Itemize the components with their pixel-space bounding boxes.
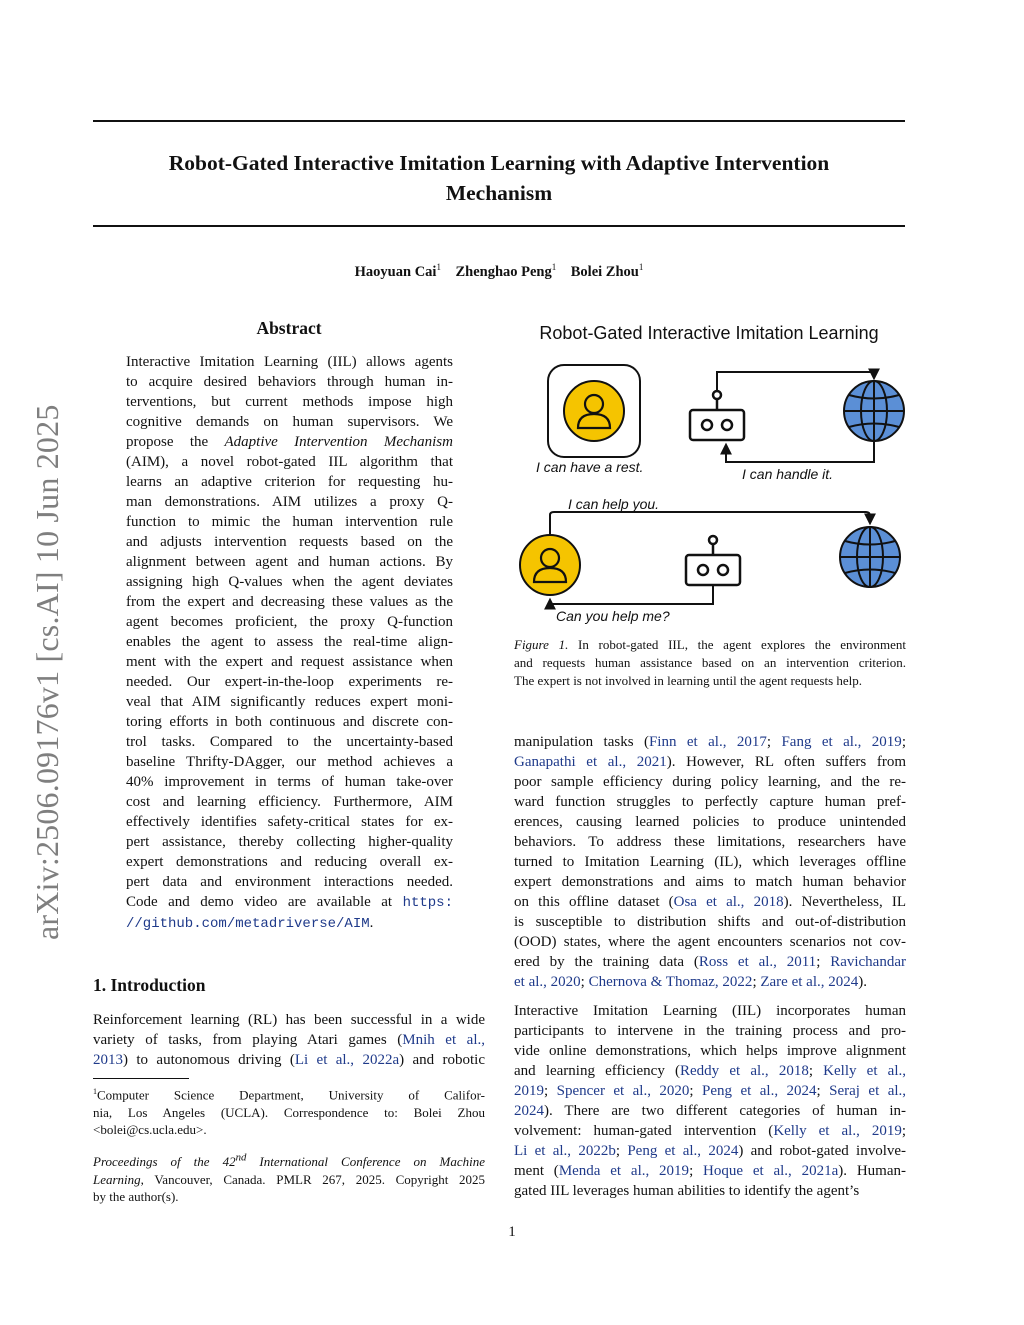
abstract-line: alignment between agent and human actions. By [126,554,453,570]
text-run: ; [615,1143,628,1159]
body-line: gated IIL leverages human abilities to identify the agent’s [514,1183,860,1199]
body-line: turned to Imitation Learning (IL), which leverages offline [514,854,906,870]
text-run: on this offline dataset ( [514,894,674,910]
body-line [514,1161,906,1181]
text-run: ; [580,974,589,990]
intro-line-part: variety of tasks, from playing Atari games ( [93,1032,403,1048]
abstract-line: (AIM), a novel robot-gated IIL algorithm that [126,454,453,470]
citation-link[interactable]: Peng et al., 2024 [627,1143,739,1159]
text-run: ). There are two different categories of human in- [544,1103,906,1119]
body-line: expert demonstrations and aims to match human behavior [514,874,906,890]
conference-number: 42 [222,1154,236,1170]
proceedings-line [93,1150,485,1171]
body-line [514,1141,906,1161]
abstract-line: man demonstrations. AIM utilizes a proxy Q- [126,494,453,510]
arrow-robot-to-globe-top [726,442,874,462]
body-line [514,752,906,772]
text-run: ; [766,734,782,750]
conference-suffix: nd [235,1152,247,1164]
figure-1-diagram [514,350,914,630]
body-line: behaviors. To address these limitations, researchers have [514,834,906,850]
arrow-globe-to-robot-top [717,372,874,390]
title-line-1: Robot-Gated Interactive Imitation Learning with Adaptive Intervention [168,151,830,175]
abstract-line: enables the agent to assess the real-time align- [126,634,453,650]
body-line: participants to intervene in the training process and pro- [514,1023,906,1039]
citation-link[interactable]: Fang et al., 2019 [781,734,902,750]
abstract-body [126,352,453,934]
human-rest-icon [564,381,624,441]
label-handle: I can handle it. [742,466,834,482]
proceedings-part: Learning [93,1171,141,1187]
abstract-line: pert assistance, thereby collecting higher-quality [126,834,453,850]
text-run: manipulation tasks ( [514,734,649,750]
arrow-human-to-globe [550,512,870,534]
citation-link[interactable]: Hoque et al., 2021a [703,1163,839,1179]
citation-link[interactable]: Seraj et al., [829,1083,907,1099]
author-affil: 1 [638,262,644,272]
proceedings-line [93,1171,485,1189]
robot-icon-top [690,391,744,440]
author-name: Haoyuan Cai [354,263,437,280]
code-link-part-1[interactable]: https: [402,895,453,911]
text-run: ; [816,954,831,970]
abstract-line: and adjusts intervention requests based on the [126,534,453,550]
abstract-line: 40% improvement in terms of human take-over [126,774,453,790]
abstract-line: ment with the expert and request assistance when [126,654,453,670]
figure-caption [514,636,906,690]
abstract-line: Interactive Imitation Learning (IIL) allows agents [126,354,453,370]
text-run: ; [808,1063,824,1079]
right-column-p1 [514,732,906,992]
body-line: Interactive Imitation Learning (IIL) incorporates human [514,1003,906,1019]
method-name: Adaptive Intervention Mechanism [224,434,453,450]
intro-line [93,1030,485,1050]
title-rule-bottom [93,225,905,227]
abstract-line: assigning high Q-values when the agent deviates [126,574,453,590]
citation-link[interactable]: Spencer et al., 2020 [556,1083,690,1099]
abstract-line: needed. Our expert-in-the-loop experiments re- [126,674,453,690]
human-help-icon [520,535,580,595]
footnote-rule [93,1078,189,1079]
intro-line: Reinforcement learning (RL) has been successful in a wide [93,1012,485,1028]
proceedings-part: , Vancouver, Canada. PMLR 267, 2025. Copyright 2025 [140,1171,485,1187]
abstract-line: pert data and environment interactions needed. [126,874,453,890]
footnote-line: $^1$Computer Science Department, University of Califor- [93,1087,485,1103]
page-number: 1 [508,1224,516,1240]
citation-link[interactable]: Kelly et al., 2019 [773,1123,902,1139]
citation-link[interactable]: Ross et al., 2011 [698,954,817,970]
abstract-line: from the expert and decreasing these values as the [126,594,453,610]
proceedings-note [93,1150,485,1206]
text-run: ; [752,974,761,990]
citation-link[interactable]: Ganapathi et al., 2021 [514,754,667,770]
text-run: ). Nevertheless, IL [783,894,907,910]
body-line [514,952,906,972]
globe-icon-bottom [840,527,900,587]
author-name: Zhenghao Peng [455,263,552,280]
proceedings-line: by the author(s). [93,1189,179,1205]
body-line: poor sample efficiency during policy learning, and the re- [514,774,906,790]
caption-part: In robot-gated IIL, the agent explores the environment [568,637,906,652]
text-run: ment ( [514,1163,559,1179]
text-run: ; [901,1123,906,1139]
text-run: ; [901,734,906,750]
abstract-line: function to mimic the human intervention rule [126,514,453,530]
body-line [514,1121,906,1141]
body-line: is susceptible to distribution shifts and out-of-distribution [514,914,906,930]
footnote-line: nia, Los Angeles (UCLA). Correspondence to: Bolei Zhou [93,1104,485,1120]
text-run: ). However, RL often suffers from [666,754,906,770]
citation-link[interactable]: 2024 [514,1103,544,1119]
abstract-line: learns an adaptive criterion for requesting hu- [126,474,453,490]
body-line [514,732,906,752]
citation-link[interactable]: 2013 [93,1052,123,1068]
text-run: ; [689,1083,703,1099]
paper-title [93,148,905,208]
citation-link[interactable]: Ravichandar [830,954,906,970]
citation-link[interactable]: Zare et al., 2024 [760,974,859,990]
citation-link[interactable]: Osa et al., 2018 [673,894,784,910]
abstract-line: to acquire desired behaviors through human in- [126,374,453,390]
label-help-me: Can you help me? [556,608,670,624]
text-run: ; [689,1163,704,1179]
abstract-line: toring efforts in both continuous and discrete con- [126,714,453,730]
text-run: ). Human- [838,1163,906,1179]
title-line-2: Mechanism [445,181,553,205]
code-link-part-2[interactable]: //github.com/metadriverse/AIM [126,916,370,932]
citation-link[interactable]: Li et al., 2022b [514,1143,616,1159]
abstract-line [126,432,453,452]
text-run: ered by the training data ( [514,954,699,970]
citation-link[interactable]: Li et al., 2022a [294,1052,400,1068]
abstract-line: terventions, but current methods impose high [126,394,453,410]
body-line [514,1101,906,1121]
text-run: and learning efficiency ( [514,1063,680,1079]
citation-link[interactable]: Reddy et al., 2018 [680,1063,809,1079]
citation-link[interactable]: et al., 2020 [514,974,581,990]
author-name: Bolei Zhou [570,263,639,280]
abstract-line: veal that AIM significantly reduces expert moni- [126,694,453,710]
proceedings-part: International Conference on Machine [246,1154,485,1170]
citation-link[interactable]: Finn et al., 2017 [648,734,767,750]
intro-heading: 1. Introduction [93,975,206,995]
body-line: ward function struggles to perfectly capture human pref- [514,794,906,810]
abstract-line: baseline Thrifty-DAgger, our method achieves a [126,754,453,770]
abstract-line: agent becomes proficient, the proxy Q-function [126,614,453,630]
arxiv-stamp: arXiv:2506.09176v1 [cs.AI] 10 Jun 2025 [29,404,65,940]
affiliation-footnote [93,1083,485,1139]
abstract-line-part: Code and demo video are available at [126,894,403,910]
text-run: ; [544,1083,557,1099]
citation-link[interactable]: Kelly et al., [823,1063,906,1079]
citation-link[interactable]: Chernova & Thomaz, 2022 [588,974,753,990]
text-run: ). [858,974,867,990]
abstract-line: trol tasks. Compared to the uncertainty-based [126,734,453,750]
label-rest: I can have a rest. [536,459,644,475]
text-run: volvement: human-gated intervention ( [514,1123,774,1139]
proceedings-part: Proceedings of the [93,1154,223,1170]
intro-line [93,1050,485,1070]
body-line [514,892,906,912]
caption-label: Figure 1. [514,637,569,652]
globe-icon-top [844,381,904,441]
author-list [93,262,905,281]
body-line [514,972,906,992]
abstract-heading: Abstract [256,318,322,338]
intro-body [93,1010,485,1070]
robot-icon-bottom [686,536,740,585]
citation-link[interactable]: Menda et al., 2019 [558,1163,690,1179]
title-rule-top [93,120,905,122]
body-line: erences, causing learned policies to produce unintended [514,814,906,830]
abstract-line: effectively identifies safety-critical states for ex- [126,814,453,830]
body-line [514,1081,906,1101]
text-run: ) and robot-gated involve- [738,1143,907,1159]
abstract-line: cognitive demands on human supervisors. We [126,414,453,430]
right-column-p2 [514,1001,906,1201]
footnote-line: <bolei@cs.ucla.edu>. [93,1122,207,1138]
body-line: vide online demonstrations, which helps improve alignment [514,1043,906,1059]
figure-title: Robot-Gated Interactive Imitation Learning [539,323,879,343]
intro-line-part: ) to autonomous driving ( [123,1052,295,1068]
abstract-line: //github.com/metadriverse/AIM. [126,915,374,932]
caption-line [514,636,906,654]
intro-line-part: ) and robotic [399,1052,486,1068]
author-affil: 1 [436,262,441,272]
label-help-you: I can help you. [568,496,660,512]
arrow-robot-to-human [550,586,713,604]
citation-link[interactable]: Peng et al., 2024 [702,1083,817,1099]
caption-line: The expert is not involved in learning until the agent requests help. [514,673,863,688]
abstract-line: expert demonstrations and reducing overall ex- [126,854,453,870]
footnote-line-part: Computer Science Department, University of Califor- [97,1087,485,1103]
author-affil: 1 [551,262,557,272]
caption-line: and requests human assistance based on an intervention criterion. [514,655,906,670]
body-line: (OOD) states, where the agent encounters scenarios not cov- [514,934,906,950]
text-run: ; [816,1083,830,1099]
citation-link[interactable]: 2019 [514,1083,544,1099]
abstract-line [126,892,453,913]
citation-link[interactable]: Mnih et al., [402,1032,485,1048]
abstract-line: cost and learning efficiency. Furthermore, AIM [126,794,453,810]
body-line [514,1061,906,1081]
abstract-line-part: propose the [126,434,225,450]
